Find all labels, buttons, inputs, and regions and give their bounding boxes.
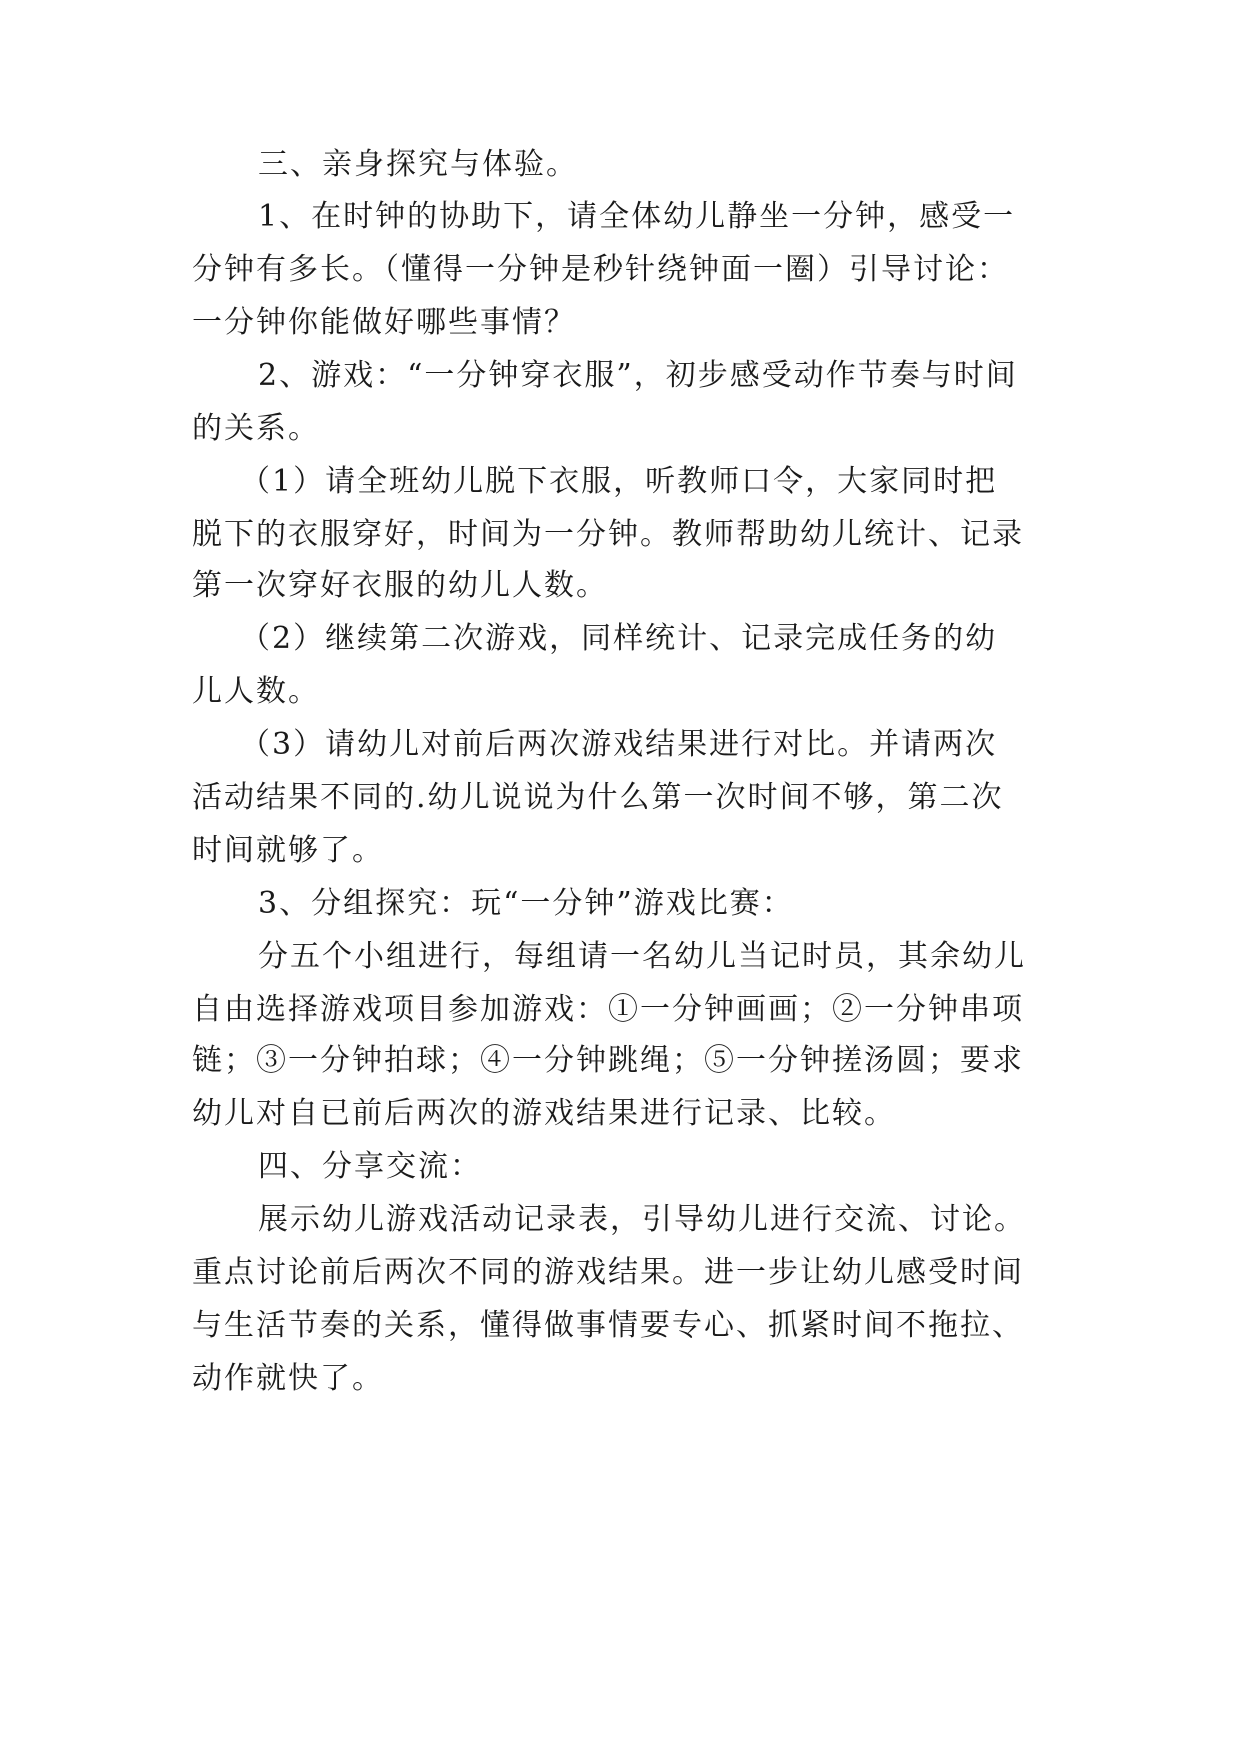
text-line: 儿人数。 [192, 674, 320, 709]
text-line: 展示幼儿游戏活动记录表，引导幼儿进行交流、讨论。 [258, 1202, 1026, 1237]
text-line: 活动结果不同的.幼儿说说为什么第一次时间不够，第二次 [192, 780, 1004, 815]
text-line: 动作就快了。 [192, 1361, 384, 1396]
text-line: 3、分组探究：玩“一分钟”游戏比赛： [258, 886, 794, 921]
heading-section-4: 四、分享交流： [258, 1149, 482, 1184]
text-line: 时间就够了。 [192, 833, 384, 868]
heading-section-3: 三、亲身探究与体验。 [258, 147, 578, 182]
text-line: 重点讨论前后两次不同的游戏结果。进一步让幼儿感受时间 [192, 1255, 1024, 1290]
text-line: （3）请幼儿对前后两次游戏结果进行对比。并请两次 [240, 727, 998, 762]
text-line: 1、在时钟的协助下，请全体幼儿静坐一分钟，感受一 [258, 199, 1016, 234]
text-line: （2）继续第二次游戏，同样统计、记录完成任务的幼 [240, 621, 998, 656]
text-line: 2、游戏：“一分钟穿衣服”，初步感受动作节奏与时间 [258, 358, 1018, 393]
text-line: 分五个小组进行，每组请一名幼儿当记时员，其余幼儿 [258, 939, 1026, 974]
text-line: 分钟有多长。（懂得一分钟是秒针绕钟面一圈）引导讨论： [192, 252, 1009, 287]
text-line: 链；③一分钟拍球；④一分钟跳绳；⑤一分钟搓汤圆；要求 [192, 1043, 1024, 1078]
text-line: 脱下的衣服穿好，时间为一分钟。教师帮助幼儿统计、记录 [192, 517, 1024, 552]
text-line: 一分钟你能做好哪些事情？ [192, 305, 576, 340]
text-line: 自由选择游戏项目参加游戏：①一分钟画画；②一分钟串项 [192, 992, 1024, 1027]
text-line: 第一次穿好衣服的幼儿人数。 [192, 568, 608, 603]
text-line: 的关系。 [192, 411, 320, 446]
text-line: 幼儿对自已前后两次的游戏结果进行记录、比较。 [192, 1096, 896, 1131]
text-line: 与生活节奏的关系，懂得做事情要专心、抓紧时间不拖拉、 [192, 1308, 1024, 1343]
text-line: （1）请全班幼儿脱下衣服，听教师口令，大家同时把 [240, 464, 998, 499]
